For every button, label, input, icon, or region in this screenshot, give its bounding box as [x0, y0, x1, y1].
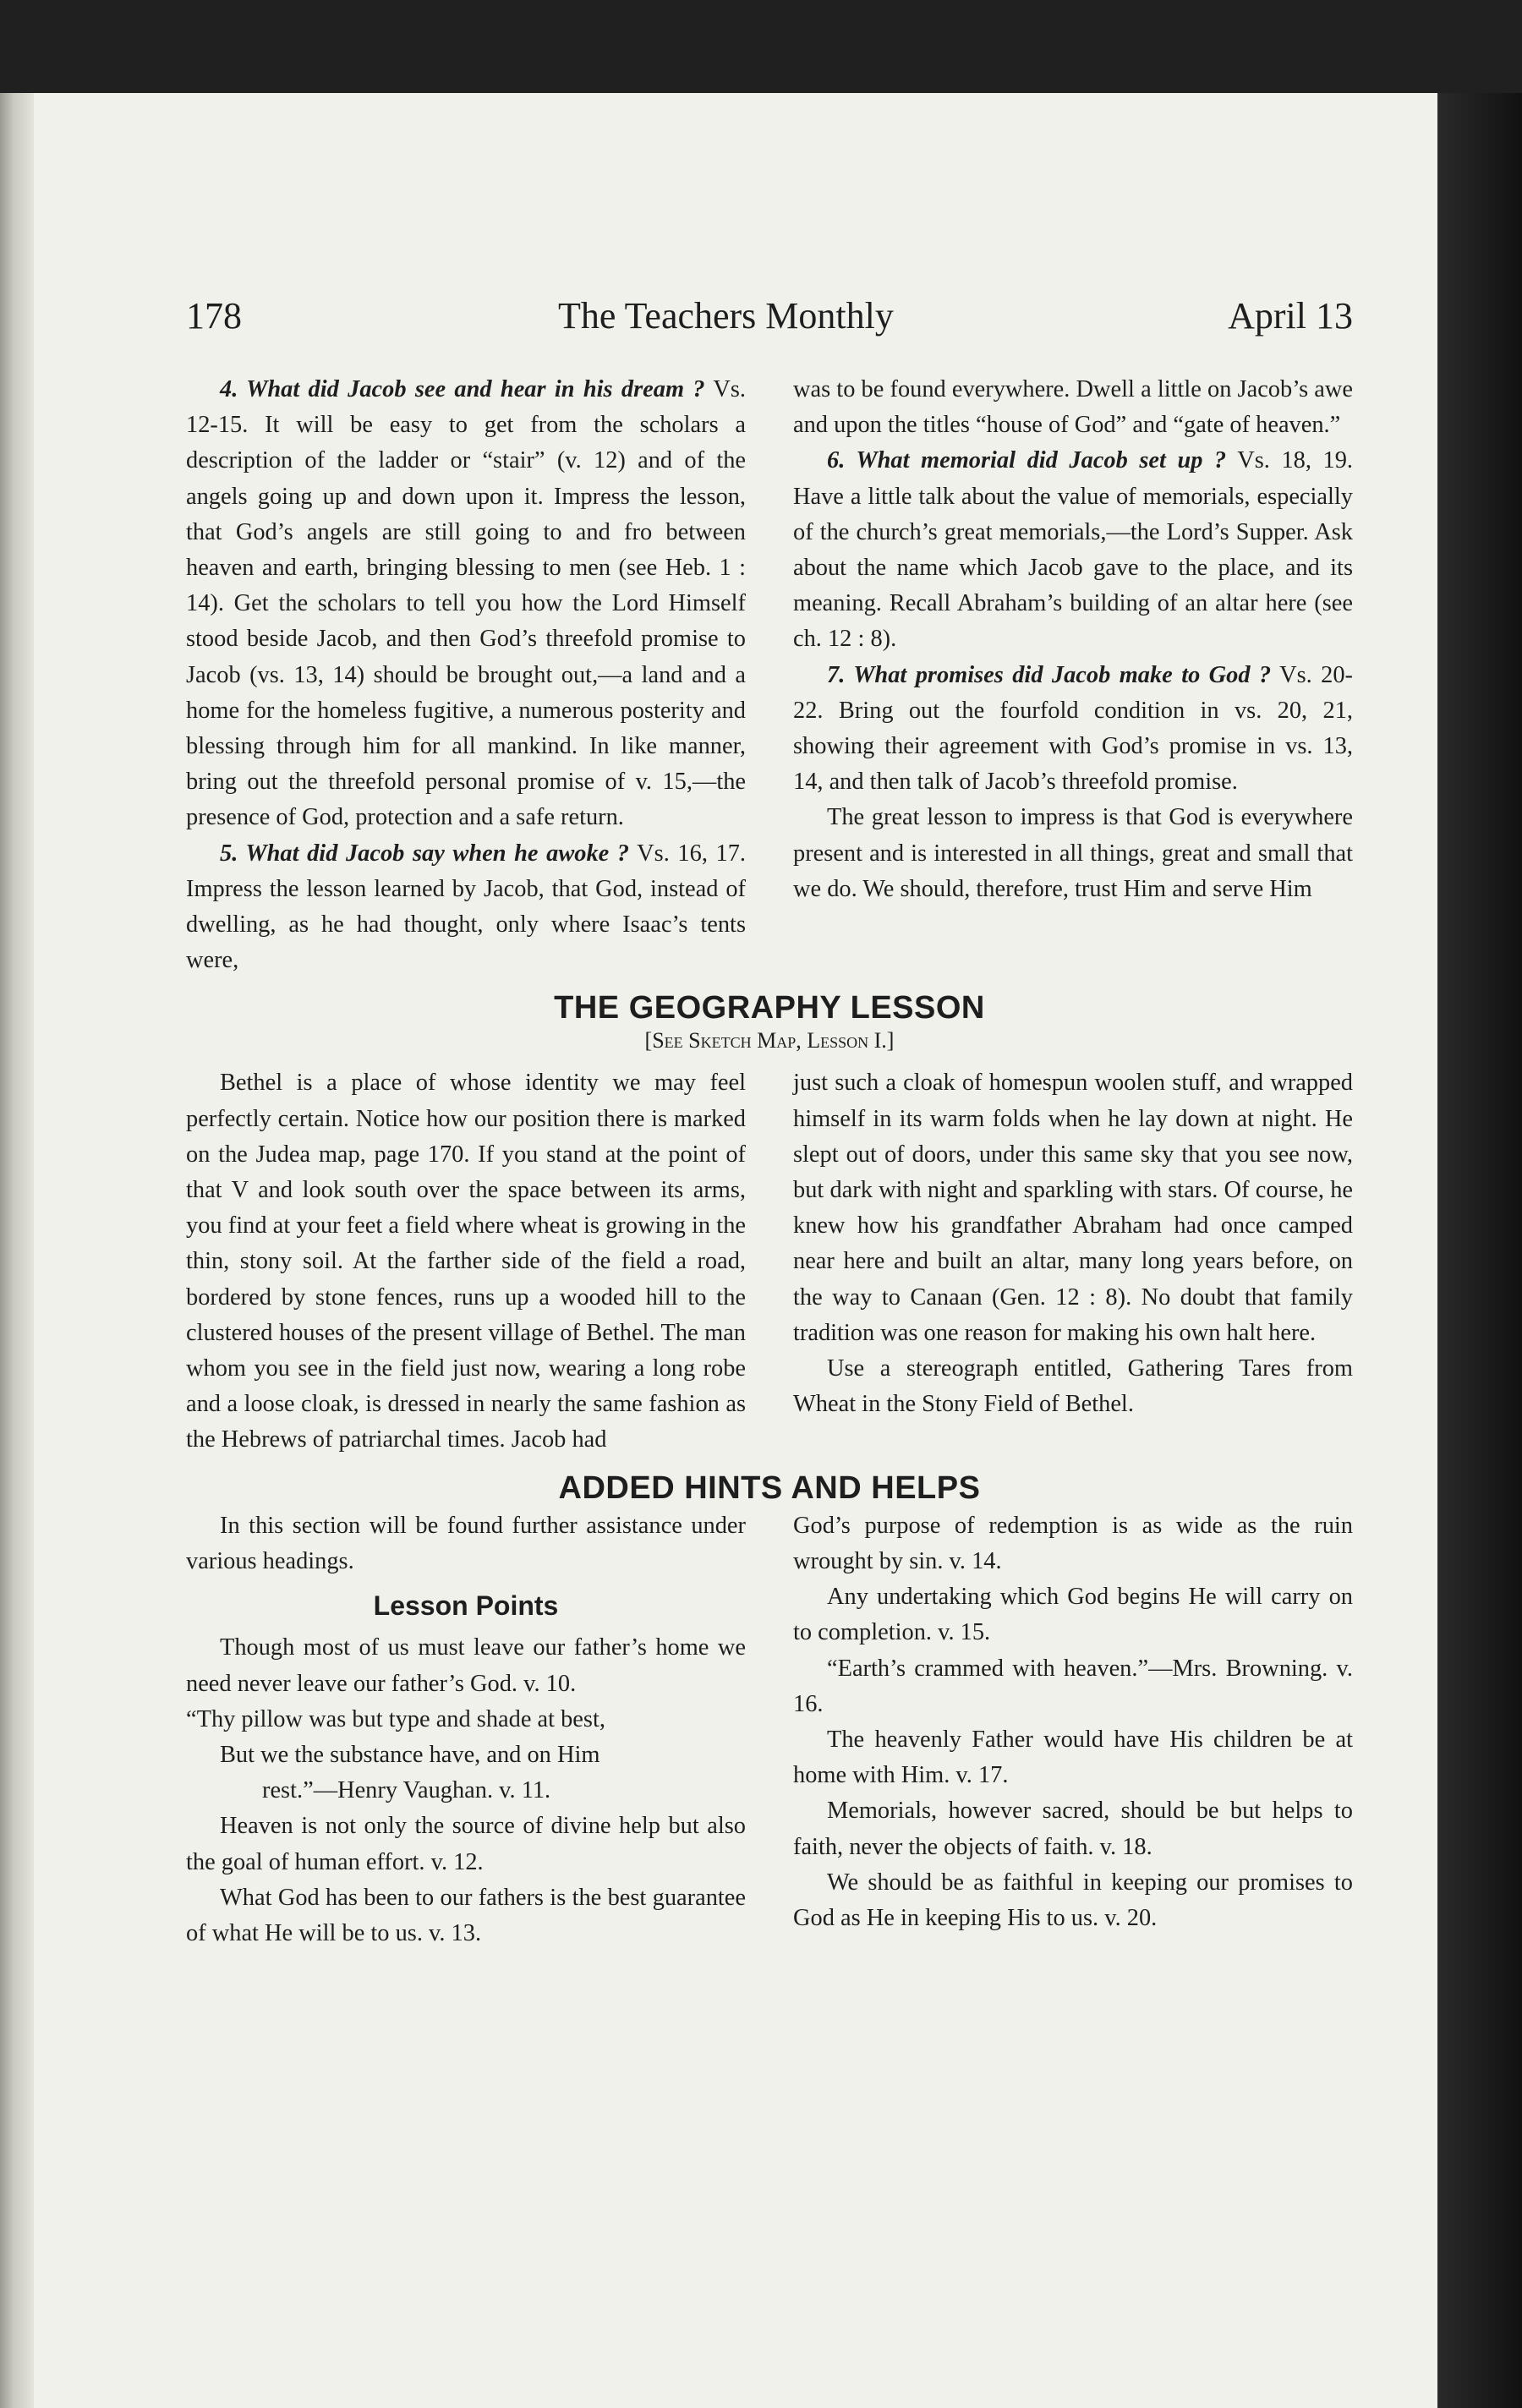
- running-head: [186, 287, 1353, 372]
- question-heading: 6. What memorial did Jacob set up ?: [827, 447, 1227, 474]
- paragraph: Use a stereograph entitled, Gathering Tares from Wheat in the Stony Field of Bethel.: [793, 1355, 1353, 1418]
- page-edge-shadow: [1437, 93, 1522, 2408]
- paragraph-text: was to be found everywhere. Dwell a little on Jacob’s awe and upon the titles “house of God” and “gate of heaven.”: [793, 376, 1353, 439]
- poem-line: “Thy pillow was but type and shade at best,: [186, 1705, 605, 1732]
- paragraph: Bethel is a place of whose identity we may feel perfectly certain. Notice how our position there is marked on the Judea map, page 170. If you stand at the point of that V and look south over the space between its arms, you find at your feet a field where wheat is growing in the thin, stony soil. At the farther side of the field a road, bordered by stone fences, runs up a wooded hill to the clustered houses of the present village of Bethel. The man whom you see in the field just now, wearing a long robe and a loose cloak, is dressed in nearly the same fashion as the Hebrews of patriarchal times. Jacob had: [186, 1070, 746, 1453]
- paragraph-text: Vs. 18, 19. Have a little talk about the value of memorials, especially of the church’s great memorials,—the Lord’s Supper. Ask about the name which Jacob gave to the place, and its meaning. Recall Abraham’s building of an altar here (see ch. 12 : 8).: [793, 447, 1354, 653]
- geography-title: THE GEOGRAPHY LESSON: [554, 990, 985, 1026]
- paragraph: [793, 658, 1353, 801]
- lesson-point: Though most of us must leave our father’s home we need never leave our father’s God. v. 10.: [186, 1634, 746, 1697]
- lesson-right-column: [793, 372, 1353, 978]
- poem-line: rest.”—Henry Vaughan. v. 11.: [262, 1777, 551, 1804]
- issue-date: April 13: [1228, 295, 1353, 337]
- hints-right-column: [793, 1508, 1353, 1951]
- lesson-questions: [186, 372, 1353, 978]
- page-number: 178: [186, 295, 242, 337]
- geography-right-column: [793, 1065, 1353, 1458]
- lesson-point: What God has been to our fathers is the best guarantee of what He will be to us. v. 13.: [186, 1884, 746, 1946]
- paragraph: [186, 836, 746, 979]
- geography-subtitle: [See Sketch Map, Lesson I.]: [644, 1028, 895, 1054]
- journal-title: The Teachers Monthly: [558, 295, 894, 337]
- paragraph-text: Vs. 16, 17. Impress the lesson learned by Jacob, that God, instead of dwelling, as he had thought, only where Isaac’s tents were,: [186, 840, 747, 974]
- question-heading: 5. What did Jacob say when he awoke ?: [220, 840, 630, 867]
- lesson-left-column: [186, 372, 746, 978]
- book-gutter: [0, 93, 34, 2408]
- lesson-point: We should be as faithful in keeping our promises to God as He in keeping His to us. v. 20.: [793, 1869, 1353, 1931]
- paragraph: [186, 372, 746, 836]
- lesson-point: The heavenly Father would have His children be at home with Him. v. 17.: [793, 1726, 1353, 1789]
- hints-title: ADDED HINTS AND HELPS: [558, 1469, 981, 1506]
- paragraph: [793, 372, 1353, 443]
- poem-line: But we the substance have, and on Him: [220, 1741, 600, 1768]
- paragraph: [793, 443, 1353, 657]
- page-content: [186, 287, 1353, 1951]
- geography-left-column: [186, 1065, 746, 1458]
- hints-and-helps: [186, 1508, 1353, 1951]
- lesson-point: Memorials, however sacred, should be but helps to faith, never the objects of faith. v. 18.: [793, 1798, 1353, 1860]
- paragraph-text: Vs. 20-22. Bring out the fourfold condition in vs. 20, 21, showing their agreement with God’s promise in vs. 13, 14, and then talk of Jacob’s threefold promise.: [793, 661, 1353, 796]
- hints-left-column: [186, 1508, 746, 1951]
- paragraph: just such a cloak of homespun woolen stuff, and wrapped himself in its warm folds when he lay down at night. He slept out of doors, under this same sky that you see now, but dark with night and sparkling with stars. Of course, he knew how his grandfather Abraham had once camped near here and built an altar, many long years before, on the way to Canaan (Gen. 12 : 8). No doubt that family tradition was one reason for making his own halt here.: [793, 1070, 1353, 1346]
- lesson-point: “Earth’s crammed with heaven.”—Mrs. Browning. v. 16.: [793, 1655, 1353, 1717]
- paragraph-text: The great lesson to impress is that God is everywhere present and is interested in all things, great and small that we do. We should, therefore, trust Him and serve Him: [793, 804, 1353, 902]
- geography-lesson: [186, 1065, 1353, 1458]
- paragraph: [793, 800, 1353, 907]
- poem-quote: [186, 1702, 746, 1809]
- lesson-points-title: Lesson Points: [373, 1590, 559, 1622]
- question-heading: 7. What promises did Jacob make to God ?: [827, 661, 1272, 688]
- intro-paragraph: In this section will be found further assistance under various headings.: [186, 1512, 746, 1574]
- paragraph-text: Vs. 12-15. It will be easy to get from the scholars a description of the ladder or “stair” (v. 12) and of the angels going up and down upon it. Impress the lesson, that God’s angels are still going to and fro between heaven and earth, bringing blessing to men (see Heb. 1 : 14). Get the scholars to tell you how the Lord Himself stood beside Jacob, and then God’s threefold promise to Jacob (vs. 13, 14) should be brought out,—a land and a home for the homeless fugitive, a numerous posterity and blessing through him for all mankind. In like manner, bring out the threefold personal promise of v. 15,—the presence of God, protection and a safe return.: [186, 376, 747, 831]
- lesson-point: God’s purpose of redemption is as wide as the ruin wrought by sin. v. 14.: [793, 1512, 1353, 1574]
- question-heading: 4. What did Jacob see and hear in his dream ?: [220, 376, 705, 402]
- lesson-point: Any undertaking which God begins He will carry on to completion. v. 15.: [793, 1584, 1353, 1646]
- lesson-point: Heaven is not only the source of divine help but also the goal of human effort. v. 12.: [186, 1813, 746, 1875]
